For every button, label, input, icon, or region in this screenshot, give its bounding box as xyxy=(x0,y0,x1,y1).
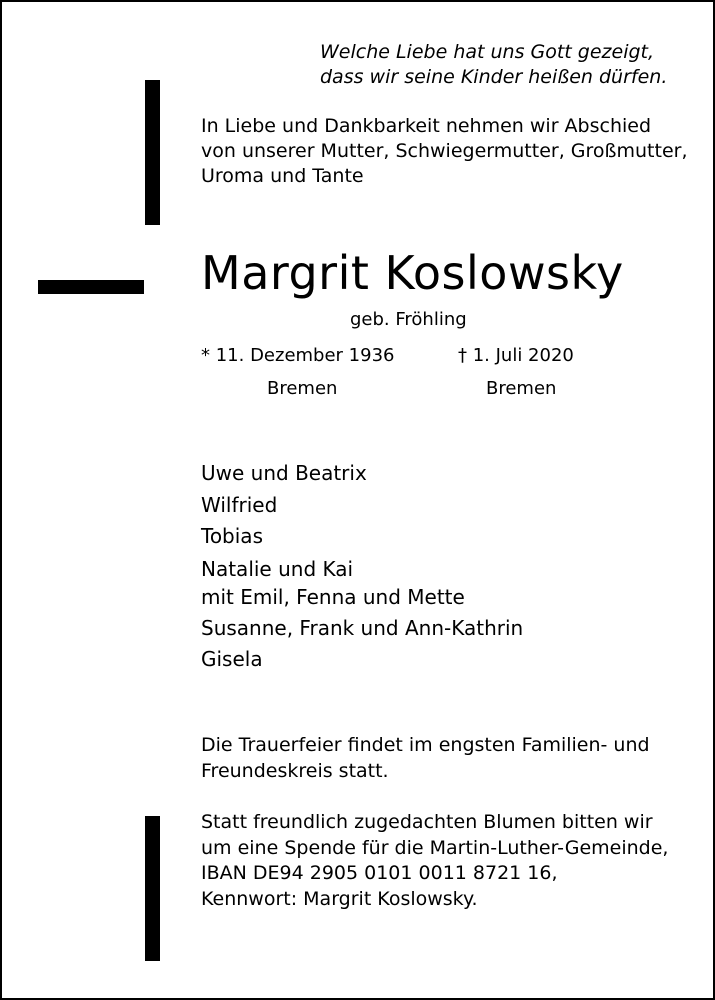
donation-line-2: um eine Spende für die Martin-Luther-Gemeinde, xyxy=(201,836,669,859)
cross-vertical-bar-top xyxy=(145,80,160,225)
intro-line-3: Uroma und Tante xyxy=(201,165,364,187)
mourner-entry: Susanne, Frank und Ann-Kathrin xyxy=(201,615,524,640)
mourner-entry: Uwe und Beatrix xyxy=(201,461,367,485)
birth-place: Bremen xyxy=(267,378,338,399)
cross-vertical-bar-bottom xyxy=(145,816,160,961)
intro-text xyxy=(201,114,688,189)
mourners-list xyxy=(201,458,523,676)
donation-line-1: Statt freundlich zugedachten Blumen bitten wir xyxy=(201,811,653,833)
mourner-entry: mit Emil, Fenna und Mette xyxy=(201,584,465,609)
mourner-entry: Gisela xyxy=(201,647,263,672)
intro-line-1: In Liebe und Dankbarkeit nehmen wir Abschied xyxy=(201,115,652,137)
intro-line-2: von unserer Mutter, Schwiegermutter, Großmutter, xyxy=(201,140,688,162)
mourner-entry: Tobias xyxy=(201,524,263,549)
donation-notice xyxy=(201,810,668,912)
death-date: † 1. Juli 2020 xyxy=(458,345,574,366)
deceased-name: Margrit Koslowsky xyxy=(201,246,624,300)
quote-line-2: dass wir seine Kinder heißen dürfen. xyxy=(320,66,668,88)
maiden-name: geb. Fröhling xyxy=(350,309,467,330)
mourner-entry: Natalie und Kai xyxy=(201,556,354,581)
quote-line-1: Welche Liebe hat uns Gott gezeigt, xyxy=(320,41,655,63)
mourner-entry: Wilfried xyxy=(201,492,278,517)
bible-quote xyxy=(320,40,667,90)
funeral-line-2: Freundeskreis statt. xyxy=(201,759,389,782)
death-place: Bremen xyxy=(486,378,557,399)
cross-horizontal-bar xyxy=(38,280,144,294)
funeral-notice xyxy=(201,733,650,784)
birth-date: * 11. Dezember 1936 xyxy=(201,345,395,366)
funeral-line-1: Die Trauerfeier findet im engsten Familien- und xyxy=(201,734,650,756)
donation-line-3: IBAN DE94 2905 0101 0011 8721 16, xyxy=(201,862,558,884)
donation-line-4: Kennwort: Margrit Koslowsky. xyxy=(201,887,478,910)
